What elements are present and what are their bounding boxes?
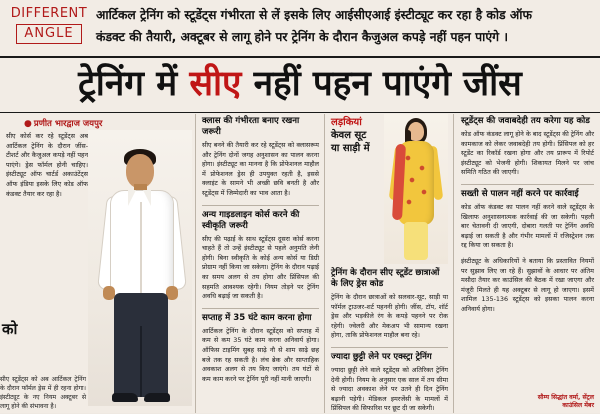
byline-text: प्रणीत भारद्वाज जयपुर	[33, 119, 103, 129]
para-other-course: सीए की पढ़ाई के साथ स्टूडेंट्स दूसरा कोर्स करना चाहते हैं तो उन्हें इंस्टीट्यूट से पहले अनुमति लेनी होगी। बिना स्वीकृति के कोई अन्य कोर्स या डिग्री प्रोग्राम नहीं किया जा सकेगा। ट्रेनिंग के दौरान पढ़ाई का समय अलग से तय होगा और प्रिंसिपल की सहमति आवश्यक रहेगी। नियम तोड़ने पर ट्रेनिंग अवधि बढ़ाई जा सकती है।	[202, 234, 319, 301]
para-strict-action: कोड ऑफ कंडक्ट का पालन नहीं करने वाले स्टूडेंट्स के खिलाफ अनुशासनात्मक कार्रवाई की जा सकेगी। पहली बार चेतावनी दी जाएगी, दोबारा गलती पर ट्रेनिंग अवधि बढ़ाई जा सकती है और गंभीर मामलों में रजिस्ट्रेशन तक रद्द किया जा सकता है।	[461, 202, 594, 250]
corner-fragment: को	[2, 320, 18, 338]
photo-shirt	[110, 190, 174, 298]
student-photo	[88, 130, 192, 406]
para-final-draft: इंस्टीट्यूट के अधिकारियों ने बताया कि प्रस्तावित नियमों पर सुझाव लिए जा रहे हैं। सुझावों के आधार पर अंतिम मसौदा तैयार कर काउंसिल की बैठक में रखा जाएगा और मंजूरी मिलते ही यह अक्टूबर से लागू हो जाएगा। इसमें शामिल 135-136 स्टूडेंट्स को इसका पालन करना अनिवार्य होगा।	[461, 256, 594, 313]
girls-dress-code-box	[331, 114, 448, 264]
bullet-icon: ●	[24, 119, 32, 129]
model-salwar	[404, 222, 428, 260]
subhead-accountability: स्टूडेंट्स की जवाबदेही तय करेगा यह कोड	[461, 116, 590, 126]
brand-line2: ANGLE	[16, 24, 81, 44]
girls-title-line3: या साड़ी में	[331, 143, 370, 154]
photo-collar-right	[143, 190, 151, 206]
subhead-other-course: अन्य गाइडलाइन कोर्स करने की स्वीकृति जरूरी	[202, 209, 300, 231]
subhead-girls-dresscode: ट्रेनिंग के दौरान सीए स्टूडेंट छात्राओं के लिए ड्रेस कोड	[331, 268, 440, 289]
brand-logo	[8, 6, 90, 44]
column-two	[197, 114, 325, 413]
lede-line1: आर्टिकल ट्रेनिंग को स्टूडेंट्स गंभीरता से लें इसके लिए आईसीएआई इंस्टीट्यूट कर रहा है कोड ऑफ	[96, 8, 532, 22]
girls-title-line1: लड़कियां	[331, 117, 362, 128]
column-three	[326, 114, 454, 413]
para-accountability: कोड ऑफ कंडक्ट लागू होने के बाद स्टूडेंट्स की ट्रेनिंग और कामकाज को लेकर जवाबदेही तय होगी। प्रिंसिपल को हर स्टूडेंट का रिकॉर्ड रखना होगा और तय प्रारूप में रिपोर्ट इंस्टीट्यूट को भेजनी होगी। शिकायत मिलने पर जांच समिति गठित की जाएगी।	[461, 130, 594, 177]
photo-left-shoe	[112, 393, 138, 402]
girls-dress-code-title	[331, 116, 383, 155]
photo-column	[0, 114, 196, 413]
masthead	[0, 0, 600, 58]
byline	[24, 118, 102, 129]
lede-text	[96, 4, 592, 48]
credit-line1: सौम्य सिद्धांत वर्मा, सेंट्रल	[537, 393, 594, 401]
photo-shirt-placket	[140, 202, 142, 294]
credit-line2: काउंसिल मेंबर	[562, 402, 594, 410]
subhead-weekly-hours: सप्ताह में 35 घंटे काम करना होगा	[202, 312, 312, 323]
model-photo	[384, 114, 448, 264]
divider	[461, 184, 594, 185]
headline-highlight: सीए	[189, 64, 242, 104]
subhead-strict-action: सख्ती से पालन नहीं करने पर कार्रवाई	[461, 188, 579, 199]
para-weekly-hours: आर्टिकल ट्रेनिंग के दौरान स्टूडेंट्स को सप्ताह में कम से कम 35 घंटे काम करना अनिवार्य होगा। ऑफिस टाइमिंग सुबह साढ़े नौ से शाम साढ़े छह बजे तक रह सकती है। लंच ब्रेक और साप्ताहिक अवकाश अलग से तय किए जाएंगे। तय घंटों से कम काम करने पर ट्रेनिंग पूरी नहीं मानी जाएगी।	[202, 326, 319, 383]
headline-text	[78, 64, 522, 104]
brand-line1: DIFFERENT	[10, 6, 88, 21]
photo-right-shoe	[144, 393, 170, 402]
article-body	[0, 114, 600, 413]
lede-line2: कंडक्ट की तैयारी, अक्टूबर से लागू होने पर ट्रेनिंग के दौरान कैजुअल कपड़े नहीं पहन पाएंगे ।	[96, 30, 508, 44]
photo-collar-left	[128, 190, 136, 206]
para-extra-training: ज्यादा छुट्टी लेने वाले स्टूडेंट्स को अतिरिक्त ट्रेनिंग देनी होगी। नियम के अनुसार एक साल में तय सीमा से ज्यादा अवकाश लेने पर उतने ही दिन ट्रेनिंग बढ़ानी पड़ेगी। मेडिकल इमरजेंसी के मामलों में प्रिंसिपल की सिफारिश पर छूट दी जा सकेगी।	[331, 365, 448, 413]
photo-caption: सीए स्टूडेंट्स को अब आर्टिकल ट्रेनिंग के दौरान फॉर्मल ड्रेस में ही रहना होगा। इंस्टीट्यूट के नए नियम अक्टूबर से लागू होने की संभावना है।	[0, 376, 86, 410]
para-girls-dresscode: ट्रेनिंग के दौरान छात्राओं को सलवार-सूट, साड़ी या फॉर्मल ट्राउजर-शर्ट पहननी होगी। जींस, टॉप, शॉर्ट ड्रेस और भड़कीले रंग के कपड़े पहनने पर रोक रहेगी। ज्वेलरी और मेकअप भी सामान्य रखना होगा, ताकि प्रोफेशनल माहौल बना रहे।	[331, 293, 448, 340]
headline-part2: नहीं पहन पाएंगे जींस	[241, 64, 522, 104]
source-credit	[538, 394, 594, 411]
divider	[202, 308, 319, 309]
photo-leg-split	[140, 326, 142, 397]
headline-part1: ट्रेनिंग में	[78, 64, 190, 104]
divider	[331, 347, 448, 348]
subhead-class-seriousness: क्लास की गंभीरता बनाए रखना जरूरी	[202, 116, 300, 137]
subhead-extra-training: ज्यादा छुट्टी लेने पर एक्स्ट्रा ट्रेनिंग	[331, 351, 432, 362]
model-kurta-print	[402, 150, 430, 216]
photo-head	[126, 154, 154, 188]
divider	[202, 205, 319, 206]
photo-intro-text: सीए कोर्स कर रहे स्टूडेंट्स अब आर्टिकल ट्रेनिंग के दौरान जींस-टीशर्ट और कैजुअल कपड़े नहीं पहन पाएंगे। ड्रेस फॉर्मल होनी चाहिए। इंस्टीट्यूट ऑफ चार्टर्ड अकाउंटेंट्स ऑफ इंडिया इसके लिए कोड ऑफ कंडक्ट तैयार कर रहा है।	[6, 132, 88, 198]
column-four	[455, 114, 600, 413]
headline	[0, 60, 600, 113]
girls-title-line2: केवल सूट	[331, 130, 367, 141]
para-class-seriousness: सीए बनने की तैयारी कर रहे स्टूडेंट्स को क्लासरूम और ट्रेनिंग दोनों जगह अनुशासन का पालन करना होगा। इंस्टीट्यूट का मानना है कि प्रोफेशनल माहौल में प्रोफेशनल ड्रेस ही उपयुक्त रहती है, इससे क्लाइंट के सामने भी अच्छी छवि बनती है और स्टूडेंट्स में जिम्मेदारी का भाव आता है।	[202, 141, 319, 197]
